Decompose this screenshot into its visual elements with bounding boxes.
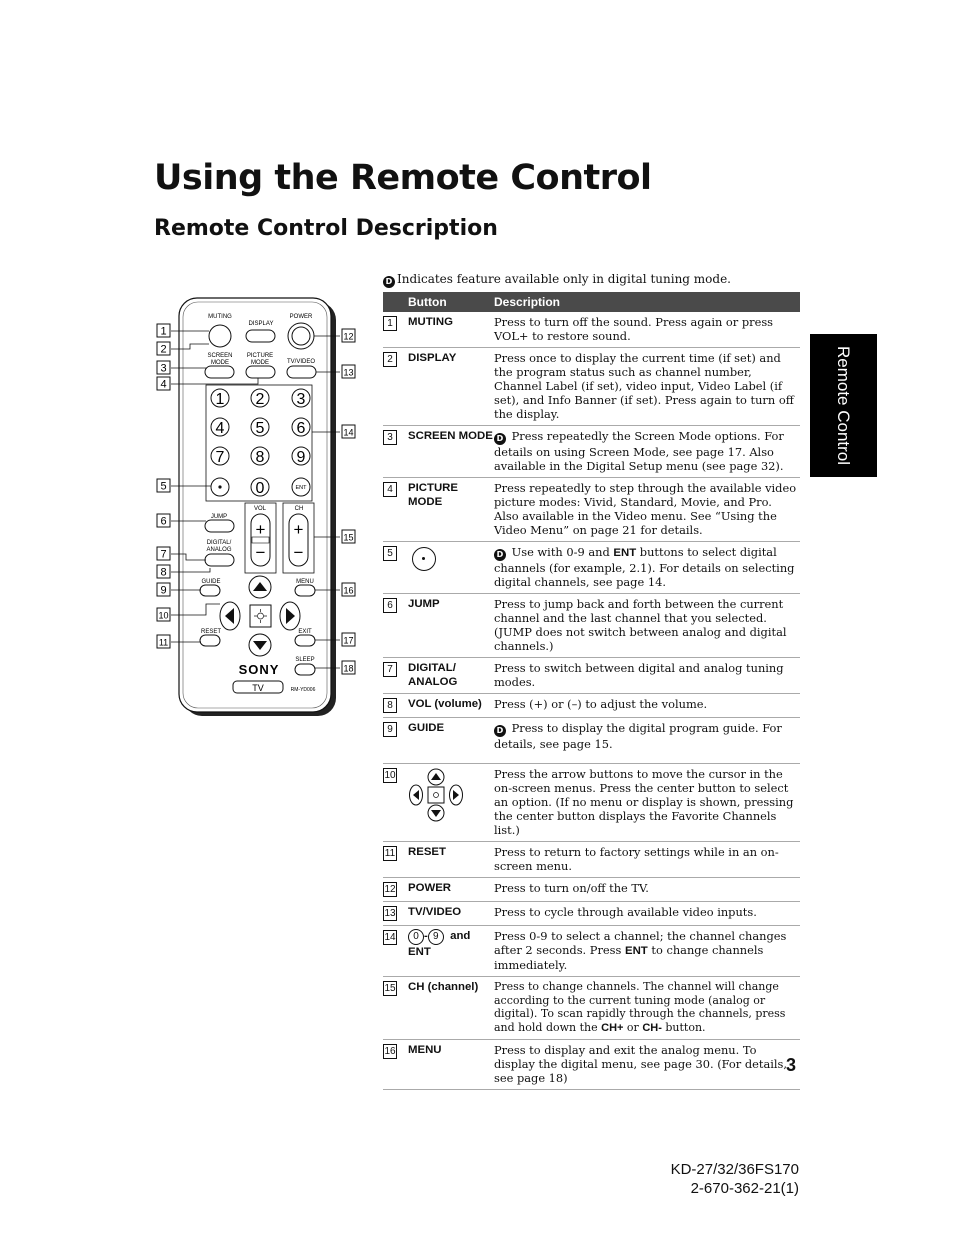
row-description: Press to switch between digital and analog tuning modes. [494, 658, 800, 694]
label-screen-mode-2: MODE [211, 360, 229, 366]
row-description: Press to jump back and forth between the current channel and the last channel that you selected. (JUMP does not switch between analog and digital channels.) [494, 594, 800, 658]
screen-mode-button [205, 366, 234, 378]
callout-number-14: 14 [343, 427, 354, 438]
row-button: MENU [408, 1040, 494, 1090]
row-description: Press (+) or (–) to adjust the volume. [494, 694, 800, 718]
digital-note: D Indicates feature available only in digital tuning mode. [383, 272, 731, 288]
table-row [383, 902, 800, 926]
row-button: SCREEN MODE [408, 426, 494, 478]
section-title: Remote Control Description [154, 216, 498, 241]
row-description: Press 0-9 to select a channel; the channel changes after 2 seconds. Press ENT to change channels immediately. [494, 926, 800, 977]
row-number: 10 [384, 770, 396, 781]
row-number: 8 [383, 698, 397, 713]
row-description: Press to return to factory settings while in an on-screen menu. [494, 842, 800, 878]
key-1-label: 1 [215, 391, 225, 408]
row-description: D Press to display the digital program guide. For details, see page 15. [494, 718, 800, 764]
key-0-icon: 0 [408, 929, 424, 945]
callout-number-1: 1 [160, 325, 167, 338]
row-description: Press repeatedly to step through the available video picture modes: Vivid, Standard, Movie, and Pro. Also available in the Video menu. See “Using the Video Menu” on page 21 for details. [494, 478, 800, 542]
row-number: 11 [384, 848, 396, 859]
table-row [383, 718, 800, 764]
label-tv-video: TV/VIDEO [286, 359, 316, 365]
remote-control-illustration [150, 292, 370, 724]
row-button: JUMP [408, 594, 494, 658]
arrow-pad-icon [408, 767, 464, 823]
row-button: MUTING [408, 312, 494, 348]
row-number: 14 [384, 932, 396, 943]
row-description: D Use with 0-9 and ENT buttons to select digital channels (for example, 2.1). For details on selecting digital channels, see page 14. [494, 542, 800, 594]
sony-logo: SONY [238, 662, 280, 677]
guide-button [200, 585, 220, 596]
label-sleep: SLEEP [295, 657, 315, 663]
callout-number-8: 8 [160, 566, 167, 579]
header-button: Button [408, 292, 494, 312]
row-description: D Press repeatedly the Screen Mode options. For details on using Screen Mode, see page 17. Also available in the Digital Setup menu (see page 32). [494, 426, 800, 478]
row-number: 9 [383, 722, 397, 737]
row-button: TV/VIDEO [408, 902, 494, 926]
table-row [383, 348, 800, 426]
callout-number-10: 10 [158, 610, 169, 621]
label-screen-mode: SCREEN [207, 353, 233, 359]
callout-number-16: 16 [343, 585, 354, 596]
table-row [383, 977, 800, 1040]
row-number: 7 [383, 662, 397, 677]
key-9-icon: 9 [428, 929, 444, 945]
tv-label: TV [252, 683, 264, 693]
key-9-label: 9 [296, 449, 306, 466]
table-header-row [383, 292, 800, 312]
callout-number-4: 4 [160, 378, 167, 391]
label-ch: CH [294, 506, 304, 512]
menu-button [295, 585, 315, 596]
table-row [383, 312, 800, 348]
callout-number-3: 3 [160, 362, 167, 375]
muting-button [209, 325, 231, 347]
row-description: Press to turn on/off the TV. [494, 878, 800, 902]
row-number: 6 [383, 598, 397, 613]
label-picture-mode: PICTURE [246, 353, 274, 359]
row-number: 5 [383, 546, 397, 561]
page-number: 3 [786, 1055, 797, 1075]
remote-model-label: RM-YD006 [290, 687, 316, 693]
row-number: 4 [383, 482, 397, 497]
label-guide: GUIDE [201, 579, 221, 585]
key-4-label: 4 [215, 420, 225, 437]
row-number: 3 [383, 430, 397, 445]
key-0-label: 0 [255, 480, 265, 497]
table-row [383, 694, 800, 718]
callout-number-18: 18 [343, 663, 354, 674]
tv-video-button [287, 366, 316, 378]
table-row [383, 542, 800, 594]
row-button: DISPLAY [408, 348, 494, 426]
key-7-label: 7 [215, 449, 225, 466]
button-description-table [383, 292, 800, 1090]
row-button: POWER [408, 878, 494, 902]
dot-button-dot [218, 485, 221, 488]
label-exit: EXIT [298, 629, 312, 635]
callout-number-6: 6 [160, 515, 167, 528]
row-description: Press to change channels. The channel will change according to the current tuning mode (analog or digital). To scan rapidly through the channels, press and hold down the CH+ or CH- button. [494, 977, 800, 1040]
header-description: Description [494, 292, 800, 312]
callout-number-9: 9 [160, 584, 167, 597]
table-row [383, 878, 800, 902]
callout-number-5: 5 [160, 480, 167, 493]
row-description: Press the arrow buttons to move the cursor in the on-screen menus. Press the center button to select an option. (If no menu or display is shown, pressing the center button displays the Favorite Channels list.) [494, 764, 800, 842]
picture-mode-button [246, 366, 275, 378]
table-row [383, 426, 800, 478]
digital-badge-icon: D [383, 276, 395, 288]
callout-number-13: 13 [343, 367, 354, 378]
vol-minus-icon: − [255, 543, 266, 562]
table-row [383, 1040, 800, 1090]
row-button: GUIDE [408, 718, 494, 764]
key-3-label: 3 [296, 391, 306, 408]
digital-analog-button [205, 554, 234, 566]
key-6-label: 6 [296, 420, 306, 437]
row-number: 2 [383, 352, 397, 367]
table-row [383, 842, 800, 878]
row-description: Press to display and exit the analog menu. To display the digital menu, see page 30. (For details, see page 18) [494, 1040, 800, 1090]
vol-plus-icon: + [255, 520, 266, 539]
row-number: 16 [384, 1046, 396, 1058]
callout-number-15: 15 [343, 532, 354, 543]
dpad-center [250, 605, 271, 627]
display-button [246, 330, 275, 342]
table-row [383, 764, 800, 842]
jump-button [205, 520, 234, 532]
ch-plus-icon: + [293, 520, 304, 539]
exit-button [295, 635, 315, 646]
label-picture-mode-2: MODE [251, 360, 269, 366]
model-number: KD-27/32/36FS170 2-670-362-21(1) [670, 1161, 799, 1197]
label-reset: RESET [200, 629, 222, 635]
callout-number-7: 7 [160, 548, 167, 561]
row-number: 13 [384, 908, 396, 919]
row-button: PICTURE MODE [408, 478, 494, 542]
callout-number-11: 11 [158, 637, 169, 648]
row-button: CH (channel) [408, 977, 494, 1040]
label-jump: JUMP [210, 514, 228, 520]
side-tab: Remote Control [810, 334, 877, 477]
row-button: RESET [408, 842, 494, 878]
label-digital-analog-2: ANALOG [206, 547, 232, 553]
row-number: 15 [384, 983, 396, 994]
label-muting: MUTING [208, 314, 232, 320]
digital-badge-icon: D [494, 725, 506, 737]
key-5-label: 5 [255, 420, 265, 437]
row-button: VOL (volume) [408, 694, 494, 718]
label-digital-analog: DIGITAL/ [206, 540, 232, 546]
row-description: Press to turn off the sound. Press again or press VOL+ to restore sound. [494, 312, 800, 348]
row-number: 1 [383, 316, 397, 331]
callout-number-12: 12 [343, 331, 354, 342]
label-menu: MENU [296, 579, 314, 585]
label-power: POWER [289, 314, 313, 320]
key-2-label: 2 [255, 391, 265, 408]
table-row: 14 0 - 9 and ENT Press 0-9 to select a channel; the channel changes after 2 seconds. Press ENT to change channels immediately. [383, 926, 800, 977]
row-number: 12 [384, 884, 396, 895]
table-row [383, 478, 800, 542]
dot-button-icon [412, 547, 436, 571]
row-description: Press once to display the current time (if set) and the program status such as channel number, Channel Label (if set), video input, Video Label (if set), and Info Banner (if set). Press again to turn off the display. [494, 348, 800, 426]
label-vol: VOL [253, 506, 267, 512]
callout-number-2: 2 [160, 343, 167, 356]
label-display: DISPLAY [248, 321, 274, 327]
row-button: DIGITAL/ ANALOG [408, 658, 494, 694]
digital-badge-icon: D [494, 433, 506, 445]
table-row [383, 594, 800, 658]
sleep-button [295, 664, 315, 675]
row-description: Press to cycle through available video inputs. [494, 902, 800, 926]
table-row [383, 658, 800, 694]
callout-number-17: 17 [343, 635, 354, 646]
key-8-label: 8 [255, 449, 265, 466]
label-ent: ENT [295, 485, 307, 491]
digital-badge-icon: D [494, 549, 506, 561]
ch-minus-icon: − [293, 543, 304, 562]
reset-button [200, 635, 220, 646]
page-title: Using the Remote Control [154, 158, 652, 198]
